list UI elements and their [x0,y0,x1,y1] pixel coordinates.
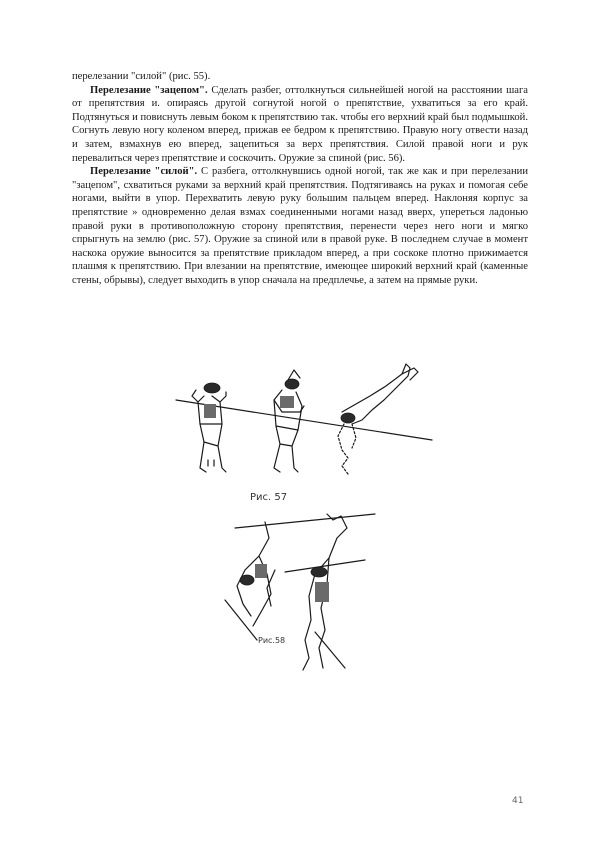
obstacle-line-1 [235,514,375,528]
soldier-figure-3 [338,364,418,474]
paragraph-3-body: С разбега, оттолкнувшись одной ногой, так же как и при перелезании "зацепом", схватиться руками за верхний край препятствия. Подтягиваясь на руках и помогая себе ногами, выйти в упор. Перехватить левую руку большим пальцем вперед. Наклоняя корпус за препятствие » одновременно делая взмах соединенными ногами назад вверх, упереться ладонью правой руки в противоположную сторону препятствия, перенести через него ноги и мягко спрыгнуть на землю (рис. 57). Оружие за спиной или в правой руке. В последнем случае в момент наскока оружие выносится за препятствие прикладом вперед, а при соскоке плотно прижимается плашмя к препятствию. При влезании на препятствие, имеющее широкий верхний край (каменные стены, обрывы), следует выходить в упор сначала на предплечье, а затем на прямые руки. [72,166,528,286]
paragraph-1: перелезании "силой" (рис. 55). [72,71,211,82]
paragraph-2-body: Сделать разбег, оттолкнуться сильнейшей ногой на расстоянии шага от препятствия и. опираясь другой согнутой ногой о препятствие, ухватиться за его край. Подтянуться и повиснуть левым боком к препятствию так. чтобы его верхний край был подмышкой. Согнуть левую ногу коленом вперед, прижав ее бедром к препятствию. Правую ногу отвести назад и затем, взмахнув ею вперед, зацепиться за верх препятствия. Силой правой ноги и рук перевалиться через препятствие и соскочить. Оружие за спиной (рис. 56). [72,84,528,164]
figure-57-caption: Рис. 57 [250,492,288,503]
figure-58-caption: Рис.58 [258,636,286,645]
body-text [72,70,528,288]
soldier-figure-2 [274,370,304,472]
page-number: 41 [512,796,524,806]
soldier-figure-5 [303,514,347,670]
figure-58-illustration [215,508,385,678]
figure-57-illustration [170,350,440,485]
paragraph-2 [72,84,528,166]
soldier-figure-4 [225,522,275,640]
paragraph-2-heading: Перелезание "зацепом". [90,84,208,96]
paragraph-3-heading: Перелезание "силой". [90,166,198,178]
paragraph-3 [72,165,528,287]
soldier-figure-1 [192,383,226,472]
